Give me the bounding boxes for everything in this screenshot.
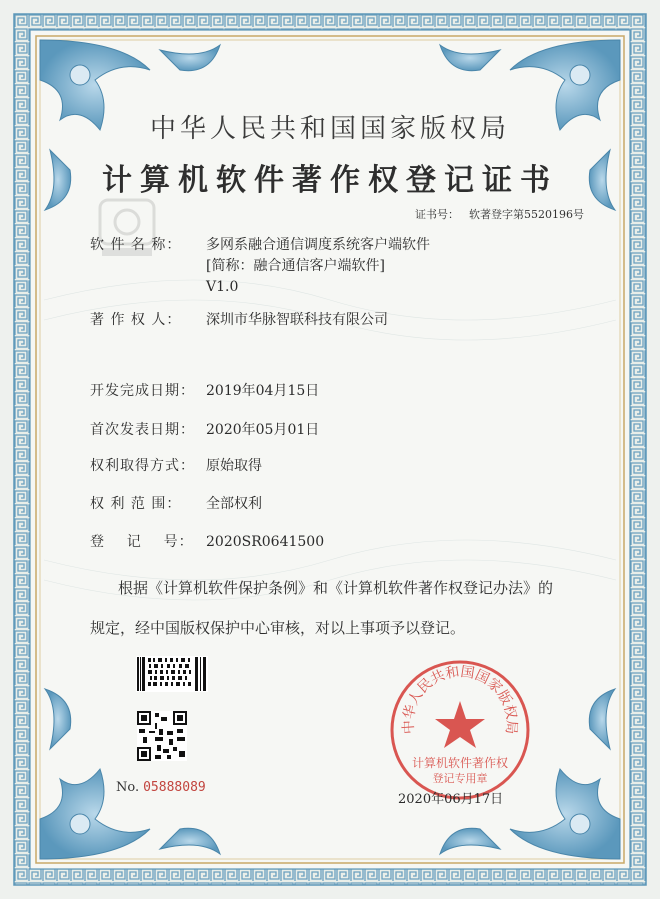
scope-label: 权 利 范 围： — [90, 496, 182, 512]
owner-value: 深圳市华脉智联科技有限公司 — [206, 312, 388, 328]
certificate-number-value: 软著登字第5520196号 — [469, 208, 584, 221]
seal-ring-text: 中华人民共和国国家版权局 — [400, 664, 520, 735]
dev-date-value: 2019年04月15日 — [206, 383, 320, 399]
serial-label: No. — [116, 780, 140, 795]
pdf417-barcode-icon — [136, 656, 208, 692]
acquire-label: 权利取得方式： — [90, 458, 195, 474]
issue-date: 2020年06月17日 — [398, 792, 504, 807]
pub-date-label: 首次发表日期： — [90, 422, 195, 438]
issuing-authority: 中华人民共和国国家版权局 — [149, 114, 510, 144]
registration-label: 登 记 号： — [90, 534, 194, 550]
pub-date-value: 2020年05月01日 — [206, 422, 320, 438]
scope-value: 全部权利 — [206, 496, 262, 512]
legal-text-line1: 根据《计算机软件保护条例》和《计算机软件著作权登记办法》的 — [118, 579, 554, 597]
software-abbrev-value: [简称：融合通信客户端软件] — [206, 258, 385, 274]
official-seal-icon — [385, 655, 535, 805]
acquire-value: 原始取得 — [206, 458, 262, 474]
software-name-label: 软 件 名 称： — [90, 237, 182, 253]
software-name-value: 多网系融合通信调度系统客户端软件 — [206, 237, 430, 253]
serial-value: 05888089 — [143, 780, 206, 795]
registration-value: 2020SR0641500 — [206, 534, 325, 550]
qr-code-icon — [137, 711, 187, 761]
certificate-title: 计算机软件著作权登记证书 — [102, 163, 558, 198]
certificate-number — [415, 206, 584, 222]
certificate-number-label: 证书号： — [415, 208, 459, 221]
dev-date-label: 开发完成日期： — [90, 383, 195, 399]
owner-label: 著 作 权 人： — [90, 312, 182, 328]
seal-inner-line2: 登记专用章 — [432, 772, 488, 785]
serial-number — [116, 780, 206, 795]
software-version-value: V1.0 — [206, 279, 239, 295]
seal-inner-line1: 计算机软件著作权 — [411, 756, 509, 770]
legal-text-line2: 规定，经中国版权保护中心审核，对以上事项予以登记。 — [90, 619, 466, 637]
